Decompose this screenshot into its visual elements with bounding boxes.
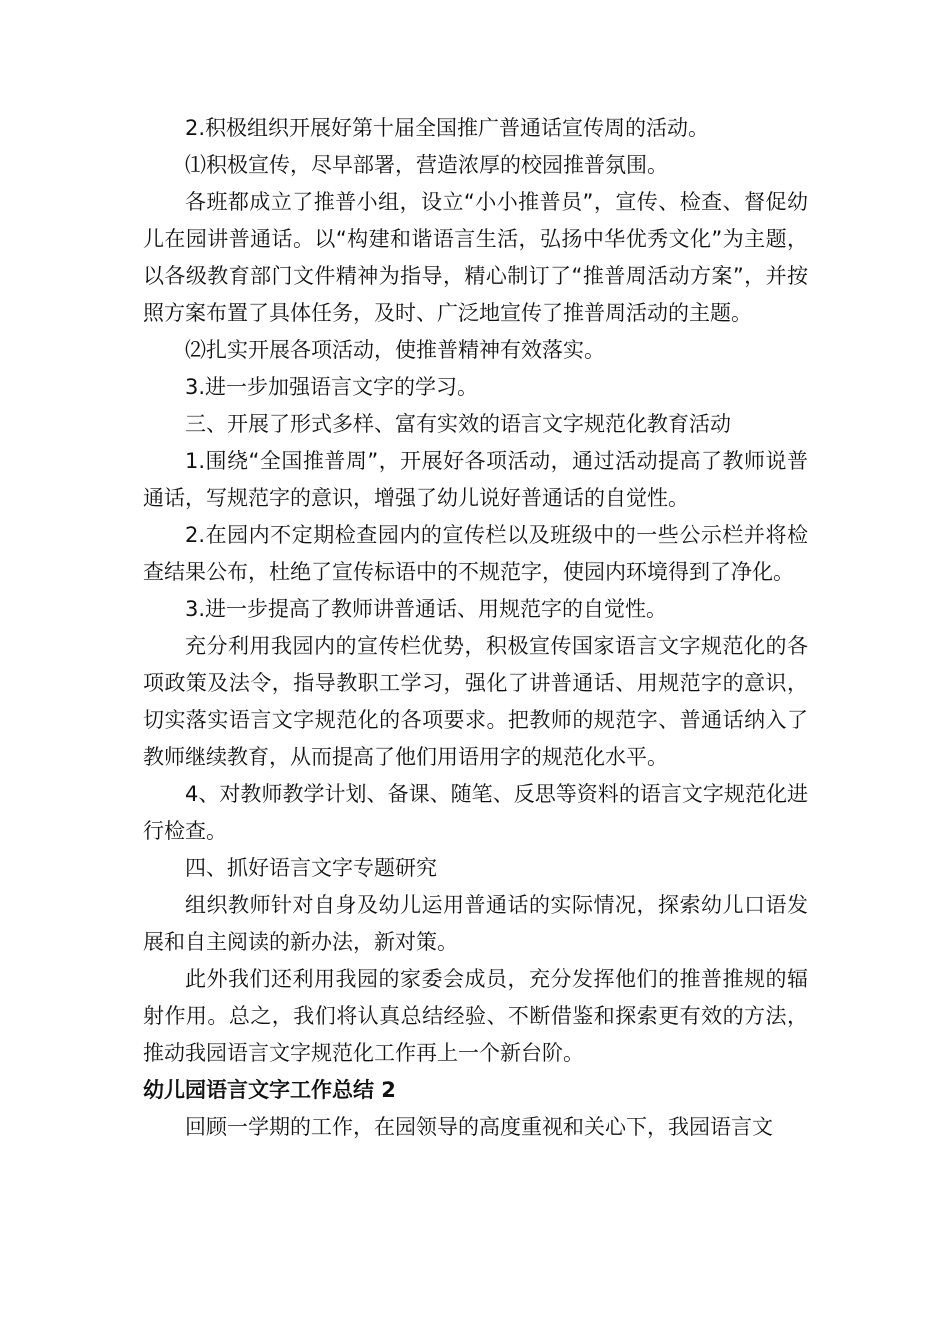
document-page xyxy=(143,110,808,1146)
paragraph-6: 三、开展了形式多样、富有实效的语言文字规范化教育活动 xyxy=(185,412,731,436)
paragraph-5: 3.进一步加强语言文字的学习。 xyxy=(185,375,479,399)
paragraph-15: 回顾一学期的工作，在园领导的高度重视和关心下，我园语言文 xyxy=(185,1115,773,1139)
paragraph-14: 此外我们还利用我园的家委会成员，充分发挥他们的推普推规的辐射作用。总之，我们将认真总结经验、不断借鉴和探索更有效的方法，推动我园语言文字规范化工作再上一个新台阶。 xyxy=(143,967,808,1065)
paragraph-3: 各班都成立了推普小组，设立“小小推普员”，宣传、检查、督促幼儿在园讲普通话。以“构建和谐语言生活，弘扬中华优秀文化”为主题，以各级教育部门文件精神为指导，精心制订了“推普周活动方案”，并按照方案布置了具体任务，及时、广泛地宣传了推普周活动的主题。 xyxy=(143,190,808,325)
paragraph-11: 4、对教师教学计划、备课、随笔、反思等资料的语言文字规范化进行检查。 xyxy=(143,782,808,843)
paragraph-8: 2.在园内不定期检查园内的宣传栏以及班级中的一些公示栏并将检查结果公布，杜绝了宣传标语中的不规范字，使园内环境得到了净化。 xyxy=(143,523,808,584)
paragraph-9: 3.进一步提高了教师讲普通话、用规范字的自觉性。 xyxy=(185,597,668,621)
paragraph-7: 1.围绕“全国推普周”，开展好各项活动，通过活动提高了教师说普通话，写规范字的意识，增强了幼儿说好普通话的自觉性。 xyxy=(143,449,808,510)
paragraph-2: ⑴积极宣传，尽早部署，营造浓厚的校园推普氛围。 xyxy=(185,153,668,177)
paragraph-1: 2.积极组织开展好第十届全国推广普通话宣传周的活动。 xyxy=(185,116,710,140)
paragraph-4: ⑵扎实开展各项活动，使推普精神有效落实。 xyxy=(185,338,605,362)
paragraph-10: 充分利用我园内的宣传栏优势，积极宣传国家语言文字规范化的各项政策及法令，指导教职工学习，强化了讲普通话、用规范字的意识，切实落实语言文字规范化的各项要求。把教师的规范字、普通话纳入了教师继续教育，从而提高了他们用语用字的规范化水平。 xyxy=(143,634,808,769)
paragraph-13: 组织教师针对自身及幼儿运用普通话的实际情况，探索幼儿口语发展和自主阅读的新办法，新对策。 xyxy=(143,893,808,954)
paragraph-12: 四、抓好语言文字专题研究 xyxy=(185,856,437,880)
section-heading: 幼儿园语言文字工作总结 2 xyxy=(143,1078,396,1102)
